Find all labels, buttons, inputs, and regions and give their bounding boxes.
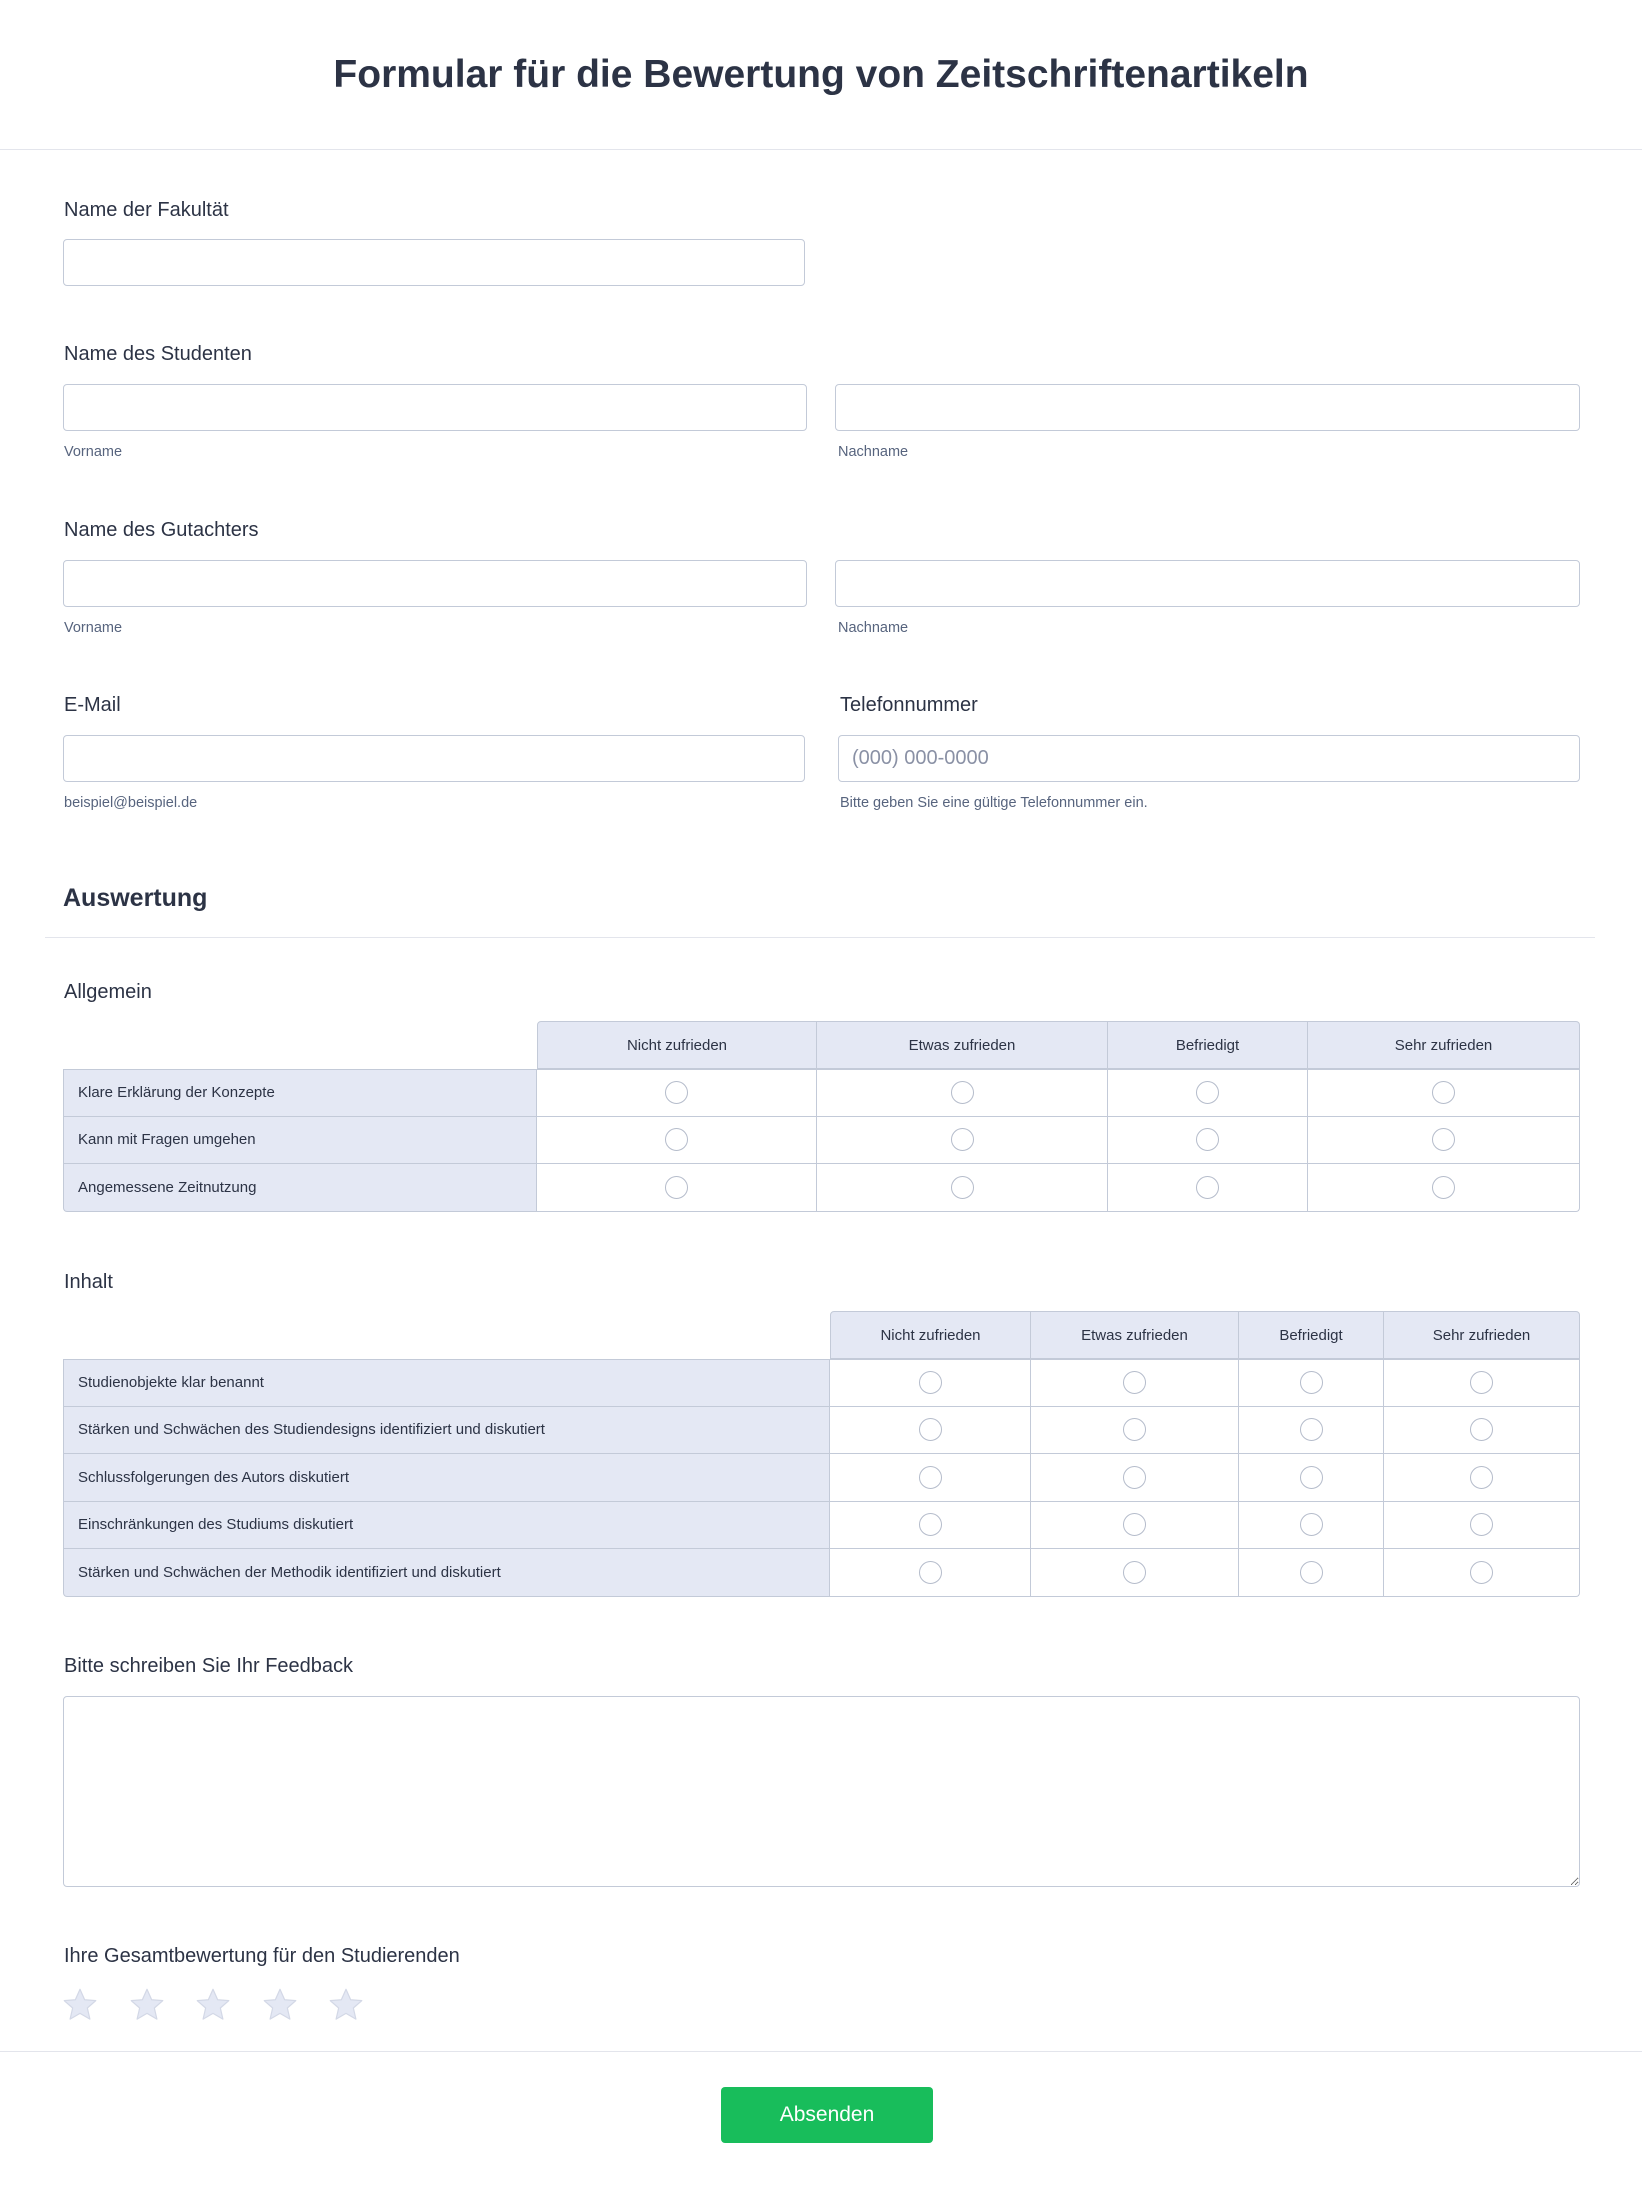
matrix-cell xyxy=(1108,1117,1308,1165)
radio-button[interactable] xyxy=(1196,1176,1219,1199)
content-matrix xyxy=(63,1311,1580,1597)
matrix-cell xyxy=(1384,1549,1580,1597)
reviewer-name-label: Name des Gutachters xyxy=(64,519,259,541)
evaluation-heading: Auswertung xyxy=(63,884,208,912)
phone-input[interactable] xyxy=(838,735,1580,782)
radio-button[interactable] xyxy=(951,1081,974,1104)
star-icon[interactable] xyxy=(129,1987,165,2023)
student-last-name-input[interactable] xyxy=(835,384,1580,431)
matrix-cell xyxy=(1108,1164,1308,1212)
matrix-cell xyxy=(1308,1117,1580,1165)
matrix-cell xyxy=(1031,1359,1239,1407)
column-header: Befriedigt xyxy=(1108,1021,1308,1069)
radio-button[interactable] xyxy=(951,1128,974,1151)
footer-divider xyxy=(0,2051,1642,2052)
radio-button[interactable] xyxy=(919,1561,942,1584)
matrix-cell xyxy=(537,1069,817,1117)
reviewer-last-name-input[interactable] xyxy=(835,560,1580,607)
radio-button[interactable] xyxy=(919,1418,942,1441)
feedback-label: Bitte schreiben Sie Ihr Feedback xyxy=(64,1655,354,1677)
row-label: Kann mit Fragen umgehen xyxy=(63,1117,537,1165)
row-label: Stärken und Schwächen der Methodik identifiziert und diskutiert xyxy=(63,1549,830,1597)
matrix-cell xyxy=(1031,1549,1239,1597)
radio-button[interactable] xyxy=(1123,1418,1146,1441)
radio-button[interactable] xyxy=(1470,1513,1493,1536)
column-header: Befriedigt xyxy=(1239,1311,1384,1359)
matrix-row xyxy=(63,1502,1580,1550)
radio-button[interactable] xyxy=(1432,1176,1455,1199)
matrix-cell xyxy=(1384,1454,1580,1502)
matrix-cell xyxy=(830,1502,1031,1550)
radio-button[interactable] xyxy=(665,1081,688,1104)
radio-button[interactable] xyxy=(1196,1128,1219,1151)
matrix-cell xyxy=(1239,1359,1384,1407)
star-icon[interactable] xyxy=(262,1987,298,2023)
radio-button[interactable] xyxy=(665,1128,688,1151)
radio-button[interactable] xyxy=(919,1513,942,1536)
matrix-cell xyxy=(537,1164,817,1212)
matrix-cell xyxy=(1031,1454,1239,1502)
submit-button[interactable]: Absenden xyxy=(721,2087,933,2143)
feedback-textarea[interactable] xyxy=(63,1696,1580,1887)
row-label: Studienobjekte klar benannt xyxy=(63,1359,830,1407)
faculty-input[interactable] xyxy=(63,239,805,286)
general-matrix xyxy=(63,1021,1580,1212)
matrix-cell xyxy=(1239,1454,1384,1502)
star-icon[interactable] xyxy=(195,1987,231,2023)
radio-button[interactable] xyxy=(1470,1561,1493,1584)
matrix-cell xyxy=(1308,1069,1580,1117)
section-divider xyxy=(45,937,1595,938)
matrix-cell xyxy=(830,1549,1031,1597)
faculty-label: Name der Fakultät xyxy=(64,199,229,221)
column-header: Sehr zufrieden xyxy=(1384,1311,1580,1359)
reviewer-first-sublabel: Vorname xyxy=(64,620,123,636)
matrix-cell xyxy=(1384,1502,1580,1550)
radio-button[interactable] xyxy=(919,1466,942,1489)
radio-button[interactable] xyxy=(1300,1466,1323,1489)
matrix-cell xyxy=(1031,1502,1239,1550)
radio-button[interactable] xyxy=(665,1176,688,1199)
matrix-cell xyxy=(1308,1164,1580,1212)
matrix-cell xyxy=(1239,1549,1384,1597)
matrix-cell xyxy=(1239,1407,1384,1455)
matrix-cell xyxy=(1239,1502,1384,1550)
matrix-cell xyxy=(817,1117,1108,1165)
radio-button[interactable] xyxy=(1300,1513,1323,1536)
student-first-name-input[interactable] xyxy=(63,384,807,431)
star-icon[interactable] xyxy=(62,1987,98,2023)
email-label: E-Mail xyxy=(64,694,121,716)
row-label: Klare Erklärung der Konzepte xyxy=(63,1069,537,1117)
matrix-row xyxy=(63,1454,1580,1502)
radio-button[interactable] xyxy=(919,1371,942,1394)
content-label: Inhalt xyxy=(64,1271,113,1293)
radio-button[interactable] xyxy=(1470,1466,1493,1489)
row-label: Schlussfolgerungen des Autors diskutiert xyxy=(63,1454,830,1502)
reviewer-last-sublabel: Nachname xyxy=(838,620,909,636)
column-header: Sehr zufrieden xyxy=(1308,1021,1580,1069)
radio-button[interactable] xyxy=(1196,1081,1219,1104)
column-header: Nicht zufrieden xyxy=(830,1311,1031,1359)
radio-button[interactable] xyxy=(1123,1466,1146,1489)
radio-button[interactable] xyxy=(1300,1371,1323,1394)
radio-button[interactable] xyxy=(1123,1371,1146,1394)
star-rating[interactable] xyxy=(62,1987,364,2023)
matrix-row xyxy=(63,1164,1580,1212)
radio-button[interactable] xyxy=(1123,1513,1146,1536)
matrix-cell xyxy=(1384,1407,1580,1455)
matrix-cell xyxy=(817,1069,1108,1117)
general-label: Allgemein xyxy=(64,981,152,1003)
matrix-row xyxy=(63,1117,1580,1165)
rating-label: Ihre Gesamtbewertung für den Studierenden xyxy=(64,1945,460,1967)
radio-button[interactable] xyxy=(1300,1418,1323,1441)
form-title: Formular für die Bewertung von Zeitschriftenartikeln xyxy=(333,52,1309,96)
matrix-cell xyxy=(1384,1359,1580,1407)
form-header xyxy=(0,0,1642,150)
student-first-sublabel: Vorname xyxy=(64,444,123,460)
column-header: Etwas zufrieden xyxy=(817,1021,1108,1069)
radio-button[interactable] xyxy=(1123,1561,1146,1584)
radio-button[interactable] xyxy=(1432,1128,1455,1151)
matrix-row xyxy=(63,1069,1580,1117)
matrix-row xyxy=(63,1407,1580,1455)
matrix-cell xyxy=(1108,1069,1308,1117)
radio-button[interactable] xyxy=(1470,1418,1493,1441)
email-sublabel: beispiel@beispiel.de xyxy=(64,795,198,811)
radio-button[interactable] xyxy=(951,1176,974,1199)
phone-label: Telefonnummer xyxy=(840,694,978,716)
matrix-row xyxy=(63,1359,1580,1407)
row-label: Einschränkungen des Studiums diskutiert xyxy=(63,1502,830,1550)
matrix-cell xyxy=(817,1164,1108,1212)
matrix-corner xyxy=(63,1021,537,1069)
matrix-cell xyxy=(1031,1407,1239,1455)
radio-button[interactable] xyxy=(1470,1371,1493,1394)
matrix-corner xyxy=(63,1311,830,1359)
column-header: Nicht zufrieden xyxy=(537,1021,817,1069)
reviewer-first-name-input[interactable] xyxy=(63,560,807,607)
email-input[interactable] xyxy=(63,735,805,782)
student-last-sublabel: Nachname xyxy=(838,444,909,460)
matrix-cell xyxy=(537,1117,817,1165)
student-name-label: Name des Studenten xyxy=(64,343,252,365)
star-icon[interactable] xyxy=(328,1987,364,2023)
row-label: Angemessene Zeitnutzung xyxy=(63,1164,537,1212)
phone-sublabel: Bitte geben Sie eine gültige Telefonnummer ein. xyxy=(840,795,1148,811)
row-label: Stärken und Schwächen des Studiendesigns identifiziert und diskutiert xyxy=(63,1407,830,1455)
column-header: Etwas zufrieden xyxy=(1031,1311,1239,1359)
matrix-cell xyxy=(830,1359,1031,1407)
radio-button[interactable] xyxy=(1300,1561,1323,1584)
matrix-row xyxy=(63,1549,1580,1597)
radio-button[interactable] xyxy=(1432,1081,1455,1104)
matrix-cell xyxy=(830,1454,1031,1502)
matrix-cell xyxy=(830,1407,1031,1455)
